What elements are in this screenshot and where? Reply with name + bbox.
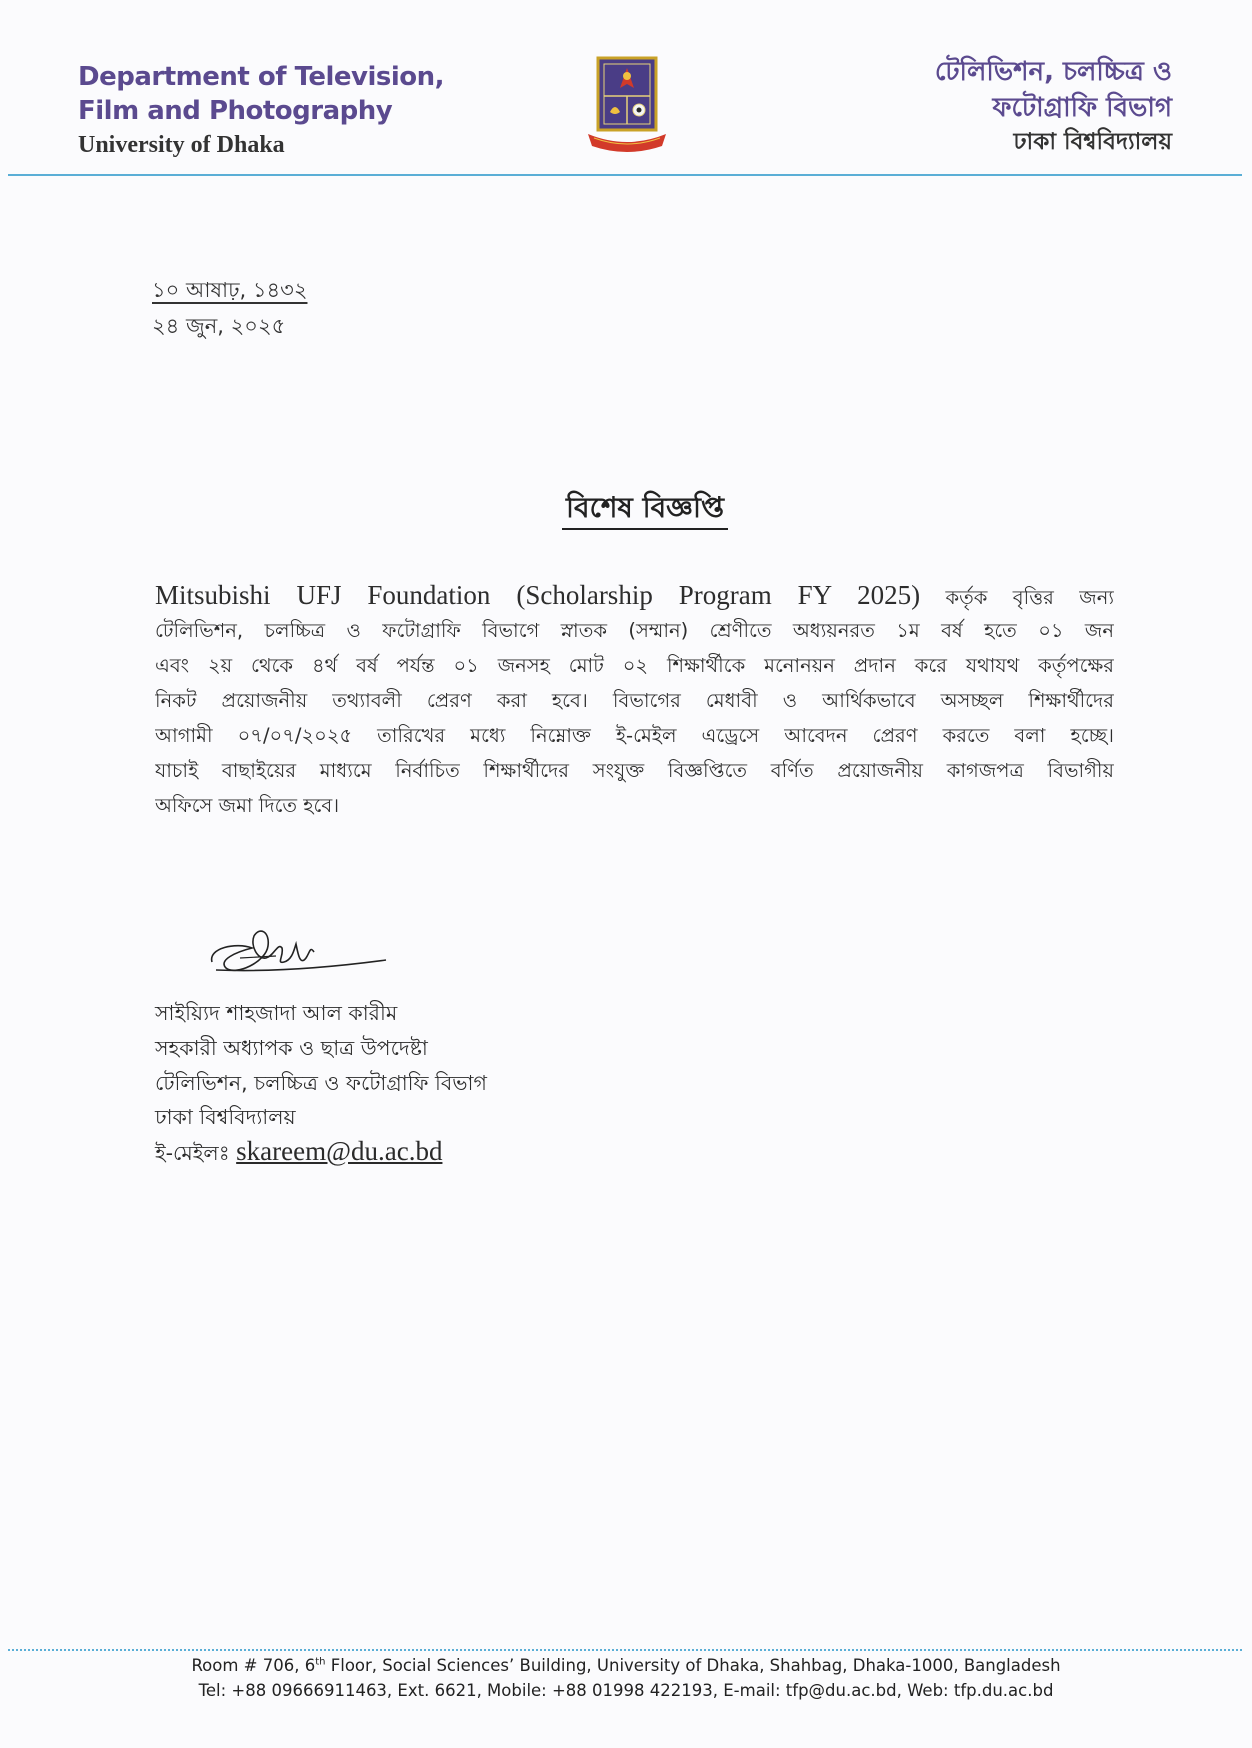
university-name-en: University of Dhaka xyxy=(78,132,285,158)
body-line-6: যাচাই বাছাইয়ের মাধ্যমে নির্বাচিত শিক্ষার্থীদের সংযুক্ত বিজ্ঞপ্তিতে বর্ণিত প্রয়োজনীয় কাগজপত্র বিভাগীয় xyxy=(155,759,1114,782)
body-line-7: অফিসে জমা দিতে হবে। xyxy=(155,794,340,817)
foundation-name: Mitsubishi UFJ Foundation (Scholarship Program FY 2025) xyxy=(155,580,921,610)
email-link[interactable]: skareem@du.ac.bd xyxy=(236,1136,443,1166)
email-label: ই-মেইলঃ xyxy=(155,1141,237,1165)
footer-address xyxy=(0,1656,1252,1675)
university-name-bn: ঢাকা বিশ্ববিদ্যালয় xyxy=(1013,129,1172,155)
footer-address-part1: Room # 706, 6 xyxy=(191,1656,316,1675)
notice-title-text: বিশেষ বিজ্ঞপ্তি xyxy=(562,491,728,530)
university-crest-icon xyxy=(584,54,670,158)
body-line-4: নিকট প্রয়োজনীয় তথ্যাবলী প্রেরণ করা হবে। বিভাগের মেধাবী ও আর্থিকভাবে অসচ্ছল শিক্ষার্থীদের xyxy=(155,689,1114,712)
gregorian-date: ২৪ জুন, ২০২৫ xyxy=(152,314,286,338)
signature xyxy=(206,912,396,992)
signatory-university: ঢাকা বিশ্ববিদ্যালয় xyxy=(155,1105,296,1129)
footer-divider xyxy=(8,1649,1242,1651)
signatory-email-row xyxy=(155,1134,442,1170)
department-name-bn-line2: ফটোগ্রাফি বিভাগ xyxy=(992,93,1172,123)
signatory-designation: সহকারী অধ্যাপক ও ছাত্র উপদেষ্টা xyxy=(155,1036,428,1060)
department-name-en-line2: Film and Photography xyxy=(78,96,393,126)
signatory-name: সাইয়্যিদ শাহজাদা আল কারীম xyxy=(155,1001,398,1025)
department-name-en-line1: Department of Television, xyxy=(78,62,445,92)
body-line-1 xyxy=(155,578,1114,615)
footer-contact: Tel: +88 09666911463, Ext. 6621, Mobile: +88 01998 422193, E-mail: tfp@du.ac.bd, Web: tfp.du.ac.bd xyxy=(198,1681,1054,1700)
body-line-3: এবং ২য় থেকে ৪র্থ বর্ষ পর্যন্ত ০১ জনসহ মোট ০২ শিক্ষার্থীকে মনোনয়ন প্রদান করে যথাযথ কর্তৃপক্ষের xyxy=(155,654,1114,677)
signatory-department: টেলিভিশন, চলচ্চিত্র ও ফটোগ্রাফি বিভাগ xyxy=(155,1071,487,1095)
footer-address-sup: th xyxy=(315,1656,326,1668)
body-line-5: আগামী ০৭/০৭/২০২৫ তারিখের মধ্যে নিম্নোক্ত ই-মেইল এড্রেসে আবেদন প্রেরণ করতে বলা হচ্ছে। xyxy=(155,724,1114,747)
body-line-1-bn: কর্তৃক বৃত্তির জন্য xyxy=(920,586,1114,609)
bangla-date: ১০ আষাঢ়, ১৪৩২ xyxy=(152,278,308,302)
body-line-2: টেলিভিশন, চলচ্চিত্র ও ফটোগ্রাফি বিভাগে স্নাতক (সম্মান) শ্রেণীতে অধ্যয়নরত ১ম বর্ষ হতে ০১ জন xyxy=(155,619,1114,642)
notice-title xyxy=(0,486,1252,533)
footer-address-part2: Floor, Social Sciences’ Building, University of Dhaka, Shahbag, Dhaka-1000, Bangladesh xyxy=(325,1656,1061,1675)
department-name-bn-line1: টেলিভিশন, চলচ্চিত্র ও xyxy=(934,57,1172,87)
header-divider xyxy=(8,174,1242,176)
